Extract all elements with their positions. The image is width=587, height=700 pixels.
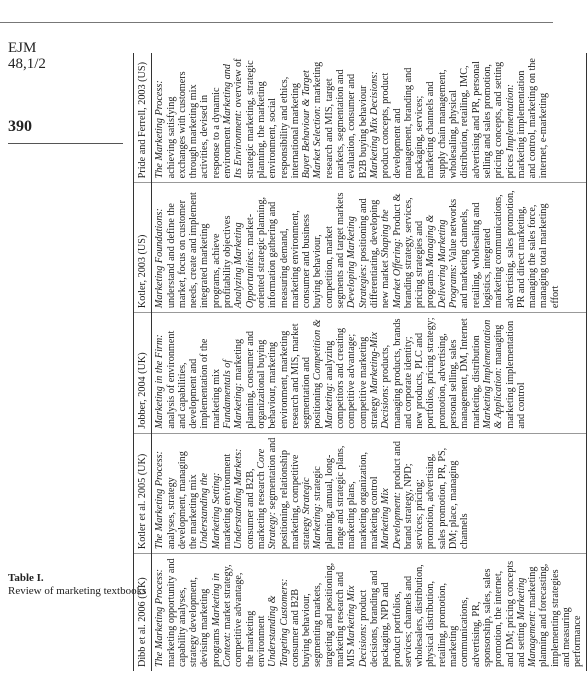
section-heading: Implementation:	[504, 84, 516, 152]
section-heading: Marketing-Mix Decisions:	[368, 332, 392, 429]
section-text: strategic planning, annual, long-range and strategic plans, marketing plans, marketing organization, marketing control	[312, 445, 380, 550]
section-heading: Understanding the Marketing Setting:	[199, 472, 222, 550]
section-text: analysis of environment and capabilities, development and implementation of the marketing mix	[165, 330, 222, 429]
rotated-table-container	[133, 53, 584, 671]
section-text: positioning and differentiating, developing new market	[357, 198, 392, 309]
section-text: products, managing products, brands and corporate identity; new products, PLC and portfolios, pricing strategy; promotion, advertising, personal selling, sales management, DM, Internet marketing, distribution	[380, 317, 482, 429]
section-heading: The Marketing Process:	[154, 80, 166, 179]
section-text: marketing implementation and control, marketing on the internet, e-marketing	[515, 58, 550, 179]
section-heading: Marketing Management:	[515, 577, 539, 667]
textbook-review-table	[133, 53, 587, 671]
cell-text	[154, 317, 527, 429]
table-label: Table I.	[8, 572, 44, 584]
section-text: marketing research and MIS, target markets, segmentation and evaluation, consumer and B2B buying behaviour	[312, 61, 369, 179]
section-text: market-oriented strategic planning, information gathering and measuring demand, marketing environment, consumer and business buying behaviour, competition, market segments and target markets	[244, 192, 347, 309]
section-heading: Marketing Mix Decisions:	[346, 585, 369, 667]
table-row	[152, 53, 586, 671]
cell-text	[154, 187, 561, 308]
top-rule	[0, 22, 553, 23]
section-heading: Fundamentals of Marketing:	[222, 359, 245, 429]
column-header: Pride and Ferrell, 2003 (US)	[134, 53, 152, 183]
section-heading: Marketing Foundations:	[154, 208, 166, 309]
section-text: understand and define the market, focus on customer needs, create and implement integrated marketing programs, achieve profitability objectives	[165, 192, 234, 309]
section-text: consumer and B2B buying behaviour, segmenting markets, targeting and positioning, marketing research and MIS	[289, 562, 358, 667]
section-heading: Developing Marketing Strategies:	[346, 216, 369, 309]
table-cell	[152, 313, 586, 434]
table-cell	[152, 433, 586, 554]
section-heading: Marketing Implementation & Application:	[481, 319, 505, 429]
cell-text	[154, 558, 583, 667]
section-text: marketing planning, consumer and organizational buying behaviour, marketing environment, marketing research and MIS, market segmentation and positioning	[233, 323, 324, 429]
section-heading: Shaping the Market Offering:	[380, 209, 403, 309]
section-heading: Marketing Mix Development:	[380, 488, 403, 550]
table-caption	[8, 572, 146, 598]
section-text: marketing opportunity and capability analyses, strategy development, devising marketing programs	[165, 558, 222, 667]
section-text: Value networks and marketing channels, retailing, wholesaling and logistics, integrated marketing communications, advertising, sales promotion, PR and direct marketing, managing the sales force, managing total marketing effort	[448, 190, 561, 309]
section-text: product and brand strategy, NPD; services; pricing; promotion, advertising, sales promotion, PR, PS, DM; place, managing channels	[391, 441, 471, 550]
section-heading: Marketing Mix Decisions:	[368, 71, 380, 179]
section-heading: Competition & Marketing:	[312, 319, 335, 429]
journal-volume: 48,1/2	[8, 56, 46, 72]
section-text: marketing environment	[222, 453, 234, 550]
section-heading: Marketing and Its Environment:	[222, 64, 245, 179]
section-text: analyzing competitors and creating competitive advantage; competitive marketing strategy	[323, 327, 380, 429]
section-text: analyses, strategy development, managing the marketing mix	[165, 451, 200, 550]
section-heading: Managing & Delivering Marketing Programs:	[425, 214, 460, 309]
section-heading: Buyer Behaviour & Target Market Selection:	[301, 70, 324, 179]
table-cell	[152, 554, 586, 671]
column-header: Jobber, 2004 (UK)	[134, 313, 152, 434]
section-text: achieving satisfying exchanges with customers through marketing mix activities, devised in response to a dynamic environment	[165, 71, 234, 179]
section-text: product concepts, product development and management, branding and packaging, services; marketing channels and supply chain management, wholesaling, physical distribution, retailing, IMC, advertising and PR, personal selling and sales promotion, pricing concepts, and setting prices	[380, 61, 516, 179]
section-text: overview of strategic marketing, strategic planning, the marketing environment, social responsibility and ethics, international marketing	[233, 58, 301, 179]
section-text: Product & branding strategy, services, pricing strategies and programs	[391, 193, 437, 309]
cell-text	[154, 438, 470, 550]
column-header: Dibb et al. 2006 (UK)	[134, 554, 152, 671]
page-number-rule	[8, 143, 123, 144]
table-cell	[152, 183, 586, 313]
section-text: managing marketing implementation and control	[493, 320, 527, 429]
table-header-row	[134, 53, 152, 671]
page-number: 390	[8, 118, 32, 135]
journal-name: EJM	[8, 40, 37, 56]
section-heading: Understanding Markets:	[233, 448, 245, 550]
section-heading: Marketing in Context:	[210, 573, 234, 667]
column-header: Kotler, 2003 (US)	[134, 183, 152, 313]
section-text: marketing planning and forecasting, implementing strategies and measuring performance	[527, 563, 584, 667]
section-heading: Analyzing Marketing Opportunities:	[233, 222, 256, 309]
cell-text	[154, 57, 549, 178]
section-text: market strategy, competitive advantage, the marketing environment	[222, 564, 267, 667]
section-text: consumer and B2B, marketing research	[244, 468, 267, 550]
section-heading: The Marketing Process:	[154, 451, 166, 550]
section-heading: Core Strategy:	[255, 448, 279, 550]
section-heading: The Marketing Process:	[154, 568, 166, 667]
section-text: product decisions, branding and packaging, NPD and product portfolios, services; channels and wholesalers, distribution, physical distribution, retailing, promotion, marketing communications, advertising, PR, sponsorship, sales, sales promotion, the internet, and DM; pricing concepts and setting	[357, 560, 527, 667]
table-caption-text: Review of marketing textbooks	[8, 585, 147, 597]
section-heading: Marketing in the Firm:	[154, 334, 166, 429]
section-heading: Strategic Marketing:	[301, 477, 324, 550]
section-heading: Understanding & Targeting Customers:	[267, 578, 290, 667]
journal-header	[8, 40, 46, 72]
section-text: segmentation and positioning, relationship marketing, competitive strategy	[267, 437, 313, 550]
column-header: Kotler et al. 2005 (UK)	[134, 433, 152, 554]
table-cell	[152, 53, 586, 183]
